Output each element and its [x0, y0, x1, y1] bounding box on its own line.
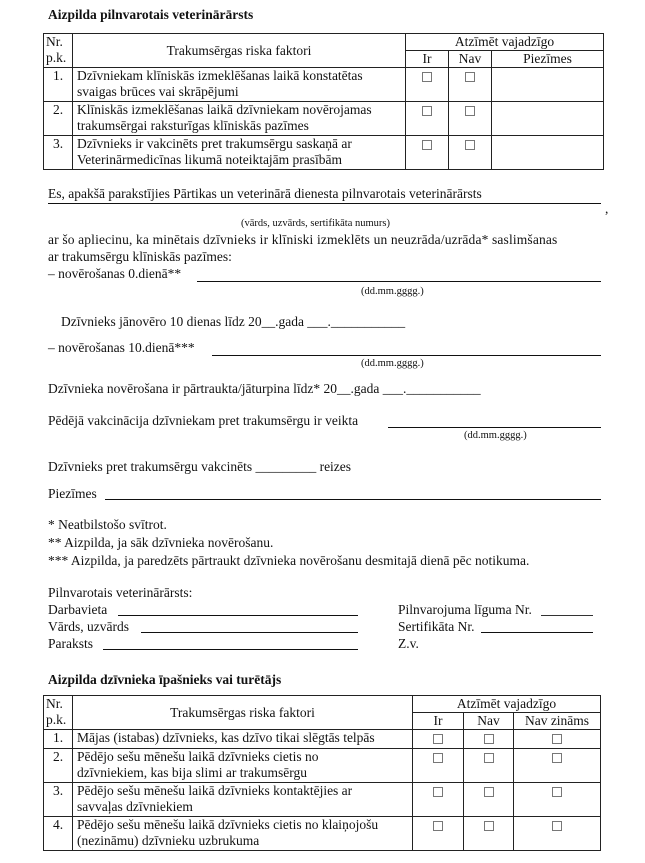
section-vet-title: Aizpilda pilnvarotais veterinārārsts [48, 7, 254, 22]
checkbox-unknown[interactable] [552, 787, 562, 797]
day10-date-caption: (dd.mm.gggg.) [361, 358, 424, 369]
signature-heading: Pilnvarotais veterinārārsts: [48, 585, 193, 600]
workplace-field[interactable] [118, 615, 358, 616]
checkbox-ir[interactable] [433, 753, 443, 763]
section-owner-title: Aizpilda dzīvnieka īpašnieks vai turētājs [48, 672, 282, 687]
full-name-field[interactable] [141, 632, 358, 633]
table-row: 1. Dzīvniekam klīniskās izmeklēšanas laikā konstatētas svaigas brūces vai skrāpējumi [44, 68, 604, 102]
workplace-label: Darbavieta [48, 602, 108, 617]
col-header-group: Atzīmēt vajadzīgo [413, 696, 601, 713]
col-header-nr: Nr. p.k. [44, 34, 73, 68]
last-vaccination-label: Pēdējā vakcinācija dzīvniekam pret trakumsērgu ir veikta [48, 413, 359, 428]
checkbox-ir[interactable] [433, 734, 443, 744]
day10-date-field[interactable] [212, 355, 601, 356]
col-header-nav: Nav [464, 713, 514, 730]
day0-label: – novērošanas 0.dienā** [48, 266, 182, 281]
observe-until-text[interactable]: Dzīvnieks jānovēro 10 dienas līdz 20__.gada ___.___________ [61, 314, 406, 329]
col-header-factor: Trakumsērgas riska faktori [73, 34, 406, 68]
checkbox-nav[interactable] [484, 734, 494, 744]
checkbox-nav[interactable] [465, 72, 475, 82]
notes-label: Piezīmes [48, 486, 97, 501]
table-row: 2. Pēdējo sešu mēnešu laikā dzīvnieks cietis no dzīvniekiem, kas bija slimi ar trakumsērgu [44, 749, 601, 783]
name-field-caption: (vārds, uzvārds, sertifikāta numurs) [241, 218, 390, 229]
checkbox-ir[interactable] [422, 106, 432, 116]
owner-risk-table [43, 695, 601, 851]
table-row: 4. Pēdējo sešu mēnešu laikā dzīvnieks cietis no klaiņojošu (nezināmu) dzīvnieku uzbrukuma [44, 817, 601, 851]
factor-text: Pēdējo sešu mēnešu laikā dzīvnieks kontaktējies ar savvaļas dzīvniekiem [73, 783, 413, 817]
footnote-3: *** Aizpilda, ja paredzēts pārtraukt dzīvnieka novērošanu desmitajā dienā pēc notikuma. [48, 553, 530, 568]
notes-cell[interactable] [492, 136, 604, 170]
vaccination-times-text[interactable]: Dzīvnieks pret trakumsērgu vakcinēts _________ reizes [48, 459, 352, 474]
vet-risk-table [43, 33, 604, 170]
col-header-nav: Nav [449, 51, 492, 68]
col-header-ir: Ir [406, 51, 449, 68]
declaration-intro: Es, apakšā parakstījies Pārtikas un veterinārā dienesta pilnvarotais veterinārārsts [48, 186, 482, 201]
stamp-label: Z.v. [398, 636, 419, 651]
checkbox-ir[interactable] [433, 821, 443, 831]
full-name-label: Vārds, uzvārds [48, 619, 129, 634]
name-field-comma: , [605, 201, 609, 216]
day0-date-caption: (dd.mm.gggg.) [361, 286, 424, 297]
checkbox-ir[interactable] [422, 140, 432, 150]
certificate-number-field[interactable] [481, 632, 593, 633]
observation-stopped-text[interactable]: Dzīvnieka novērošana ir pārtraukta/jāturpina līdz* 20__.gada ___.___________ [48, 381, 481, 396]
last-vaccination-date-caption: (dd.mm.gggg.) [464, 430, 527, 441]
checkbox-unknown[interactable] [552, 821, 562, 831]
table-row: 3. Pēdējo sešu mēnešu laikā dzīvnieks kontaktējies ar savvaļas dzīvniekiem [44, 783, 601, 817]
factor-text: Klīniskās izmeklēšanas laikā dzīvniekam novērojamas trakumsērgai raksturīgas klīniskās pazīmes [73, 102, 406, 136]
notes-cell[interactable] [492, 68, 604, 102]
factor-text: Dzīvnieks ir vakcinēts pret trakumsērgu saskaņā ar Veterinārmedicīnas likumā noteiktajām prasībām [73, 136, 406, 170]
day10-label: – novērošanas 10.dienā*** [48, 340, 195, 355]
certificate-number-label: Sertifikāta Nr. [398, 619, 475, 634]
signature-label: Paraksts [48, 636, 93, 651]
vet-name-field[interactable] [48, 203, 601, 204]
table-row: 2. Klīniskās izmeklēšanas laikā dzīvniekam novērojamas trakumsērgai raksturīgas klīniskās pazīmes [44, 102, 604, 136]
col-header-notes: Piezīmes [492, 51, 604, 68]
table-row: 3. Dzīvnieks ir vakcinēts pret trakumsērgu saskaņā ar Veterinārmedicīnas likumā noteiktajām prasībām [44, 136, 604, 170]
footnote-2: ** Aizpilda, ja sāk dzīvnieka novērošanu. [48, 535, 274, 550]
factor-text: Mājas (istabas) dzīvnieks, kas dzīvo tikai slēgtās telpās [73, 730, 413, 749]
statement-line-1: ar šo apliecinu, ka minētais dzīvnieks ir klīniski izmeklēts un neuzrāda/uzrāda* saslimšanas [48, 232, 558, 247]
notes-field[interactable] [105, 499, 601, 500]
checkbox-nav[interactable] [484, 821, 494, 831]
col-header-ir: Ir [413, 713, 464, 730]
contract-number-label: Pilnvarojuma līguma Nr. [398, 602, 532, 617]
last-vaccination-date-field[interactable] [388, 427, 601, 428]
checkbox-nav[interactable] [484, 753, 494, 763]
checkbox-unknown[interactable] [552, 734, 562, 744]
day0-date-field[interactable] [197, 281, 601, 282]
contract-number-field[interactable] [541, 615, 593, 616]
col-header-factor: Trakumsērgas riska faktori [73, 696, 413, 730]
footnote-1: * Neatbilstošo svītrot. [48, 517, 167, 532]
statement-line-2: ar trakumsērgu klīniskās pazīmes: [48, 249, 232, 264]
factor-text: Pēdējo sešu mēnešu laikā dzīvnieks cietis no dzīvniekiem, kas bija slimi ar trakumsērgu [73, 749, 413, 783]
table-row: 1. Mājas (istabas) dzīvnieks, kas dzīvo tikai slēgtās telpās [44, 730, 601, 749]
factor-text: Dzīvniekam klīniskās izmeklēšanas laikā konstatētas svaigas brūces vai skrāpējumi [73, 68, 406, 102]
notes-cell[interactable] [492, 102, 604, 136]
col-header-unknown: Nav zināms [514, 713, 601, 730]
col-header-nr: Nr. p.k. [44, 696, 73, 730]
col-header-group: Atzīmēt vajadzīgo [406, 34, 604, 51]
factor-text: Pēdējo sešu mēnešu laikā dzīvnieks cietis no klaiņojošu (nezināmu) dzīvnieku uzbrukuma [73, 817, 413, 851]
checkbox-unknown[interactable] [552, 753, 562, 763]
checkbox-ir[interactable] [422, 72, 432, 82]
signature-field[interactable] [103, 649, 358, 650]
checkbox-nav[interactable] [465, 140, 475, 150]
checkbox-ir[interactable] [433, 787, 443, 797]
checkbox-nav[interactable] [484, 787, 494, 797]
checkbox-nav[interactable] [465, 106, 475, 116]
